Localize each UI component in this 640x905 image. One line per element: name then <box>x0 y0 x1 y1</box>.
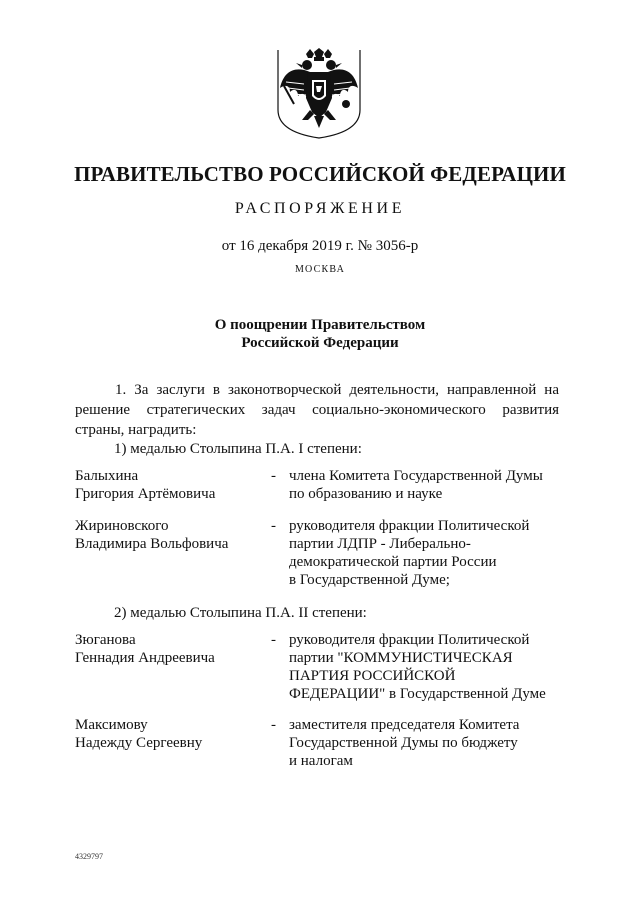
position-line: ФЕДЕРАЦИИ" в Государственной Думе <box>289 686 546 702</box>
position-line: руководителя фракции Политической <box>289 518 530 534</box>
name-line: Зюганова <box>75 632 136 648</box>
document-date-number: от 16 декабря 2019 г. № 3056-р <box>221 238 419 254</box>
document-type: РАСПОРЯЖЕНИЕ <box>234 200 406 217</box>
awardee-name <box>75 631 265 667</box>
name-line: Геннадия Андреевича <box>75 650 215 666</box>
awardee-name <box>75 517 265 553</box>
awardee-position <box>289 467 579 503</box>
position-line: по образованию и науке <box>289 486 443 502</box>
position-line: ПАРТИЯ РОССИЙСКОЙ <box>289 668 456 684</box>
awardee-position <box>289 517 579 589</box>
awardee-position <box>289 716 579 770</box>
awardee-name <box>75 716 265 752</box>
dash-separator: - <box>271 717 276 733</box>
name-line: Григория Артёмовича <box>75 486 216 502</box>
position-line: члена Комитета Государственной Думы <box>289 468 543 484</box>
awardee-position <box>289 631 579 703</box>
awardee-name <box>75 467 265 503</box>
position-line: партии ЛДПР - Либерально- <box>289 536 471 552</box>
name-line: Максимову <box>75 717 148 733</box>
position-line: руководителя фракции Политической <box>289 632 530 648</box>
coat-of-arms-icon <box>276 48 362 140</box>
dash-separator: - <box>271 632 276 648</box>
position-line: и налогам <box>289 753 353 769</box>
paragraph-1: 1. За заслуги в законотворческой деятельности, направленной на решение стратегических задач социально-экономического развития страны, наградить: <box>75 382 559 438</box>
position-line: в Государственной Думе; <box>289 572 450 588</box>
group-2-title: 2) медалью Столыпина П.А. II степени: <box>114 605 367 621</box>
subject-line: О поощрении Правительством <box>214 317 426 333</box>
name-line: Жириновского <box>75 518 169 534</box>
document-id-number: 4329797 <box>75 852 103 861</box>
document-city: МОСКВА <box>294 264 346 275</box>
name-line: Надежду Сергеевну <box>75 735 203 751</box>
dash-separator: - <box>271 468 276 484</box>
document-subject <box>0 316 640 352</box>
position-line: Государственной Думы по бюджету <box>289 735 518 751</box>
position-line: демократической партии России <box>289 554 497 570</box>
position-line: заместителя председателя Комитета <box>289 717 520 733</box>
group-1-title: 1) медалью Столыпина П.А. I степени: <box>114 441 362 457</box>
dash-separator: - <box>271 518 276 534</box>
name-line: Владимира Вольфовича <box>75 536 229 552</box>
subject-line: Российской Федерации <box>241 335 399 351</box>
position-line: партии "КОММУНИСТИЧЕСКАЯ <box>289 650 513 666</box>
government-title: ПРАВИТЕЛЬСТВО РОССИЙСКОЙ ФЕДЕРАЦИИ <box>74 162 566 186</box>
name-line: Балыхина <box>75 468 139 484</box>
